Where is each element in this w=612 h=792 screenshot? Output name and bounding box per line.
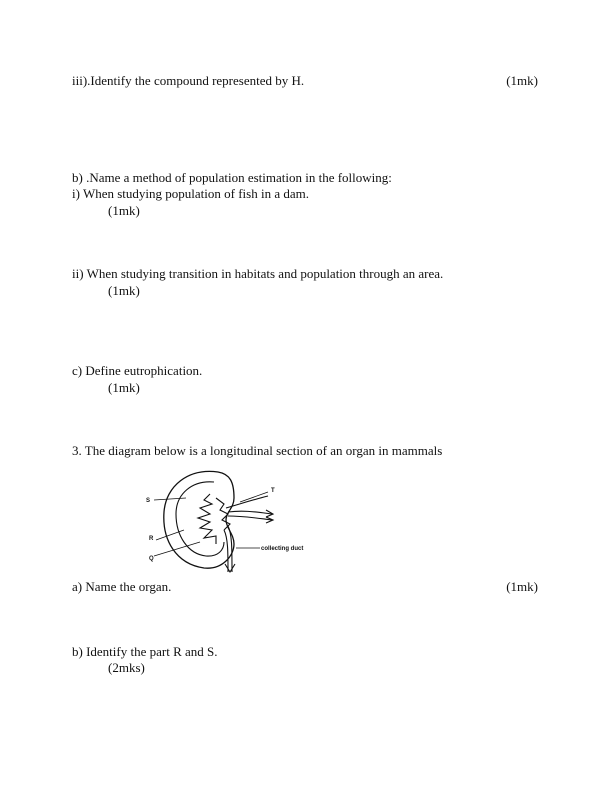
label-q: Q bbox=[149, 556, 154, 562]
question-b-i-marks: (1mk) bbox=[108, 203, 140, 218]
question-iii-marks: (1mk) bbox=[506, 73, 538, 88]
question-b-ii-marks: (1mk) bbox=[108, 283, 140, 298]
question-3b-text: b) Identify the part R and S. bbox=[72, 644, 218, 659]
label-r: R bbox=[149, 536, 154, 542]
kidney-pelvis bbox=[216, 498, 230, 530]
pointer-s bbox=[154, 498, 186, 500]
question-3-text: 3. The diagram below is a longitudinal section of an organ in mammals bbox=[72, 443, 443, 458]
label-t: T bbox=[271, 488, 275, 494]
kidney-section-svg bbox=[140, 468, 340, 576]
question-3b-marks: (2mks) bbox=[108, 660, 145, 675]
question-3a-text: a) Name the organ. bbox=[72, 579, 172, 594]
question-3a-marks: (1mk) bbox=[506, 579, 538, 594]
kidney-outline bbox=[164, 471, 234, 568]
kidney-diagram bbox=[140, 468, 340, 576]
ureter-arrow bbox=[225, 564, 235, 572]
label-collecting-duct: collecting duct bbox=[261, 546, 304, 552]
renal-vessel-upper bbox=[226, 496, 268, 508]
question-b-ii-text: ii) When studying transition in habitats and population through an area. bbox=[72, 266, 444, 281]
question-c-marks: (1mk) bbox=[108, 380, 140, 395]
renal-vessel-mid bbox=[228, 511, 272, 514]
question-b-i-text: i) When studying population of fish in a dam. bbox=[72, 186, 309, 201]
label-s: S bbox=[146, 498, 151, 504]
renal-vessel-lower bbox=[228, 516, 272, 520]
kidney-medulla bbox=[198, 494, 216, 544]
question-iii-text: iii).Identify the compound represented by H. bbox=[72, 73, 305, 88]
question-b-intro: b) .Name a method of population estimation in the following: bbox=[72, 170, 392, 185]
question-c-text: c) Define eutrophication. bbox=[72, 363, 203, 378]
